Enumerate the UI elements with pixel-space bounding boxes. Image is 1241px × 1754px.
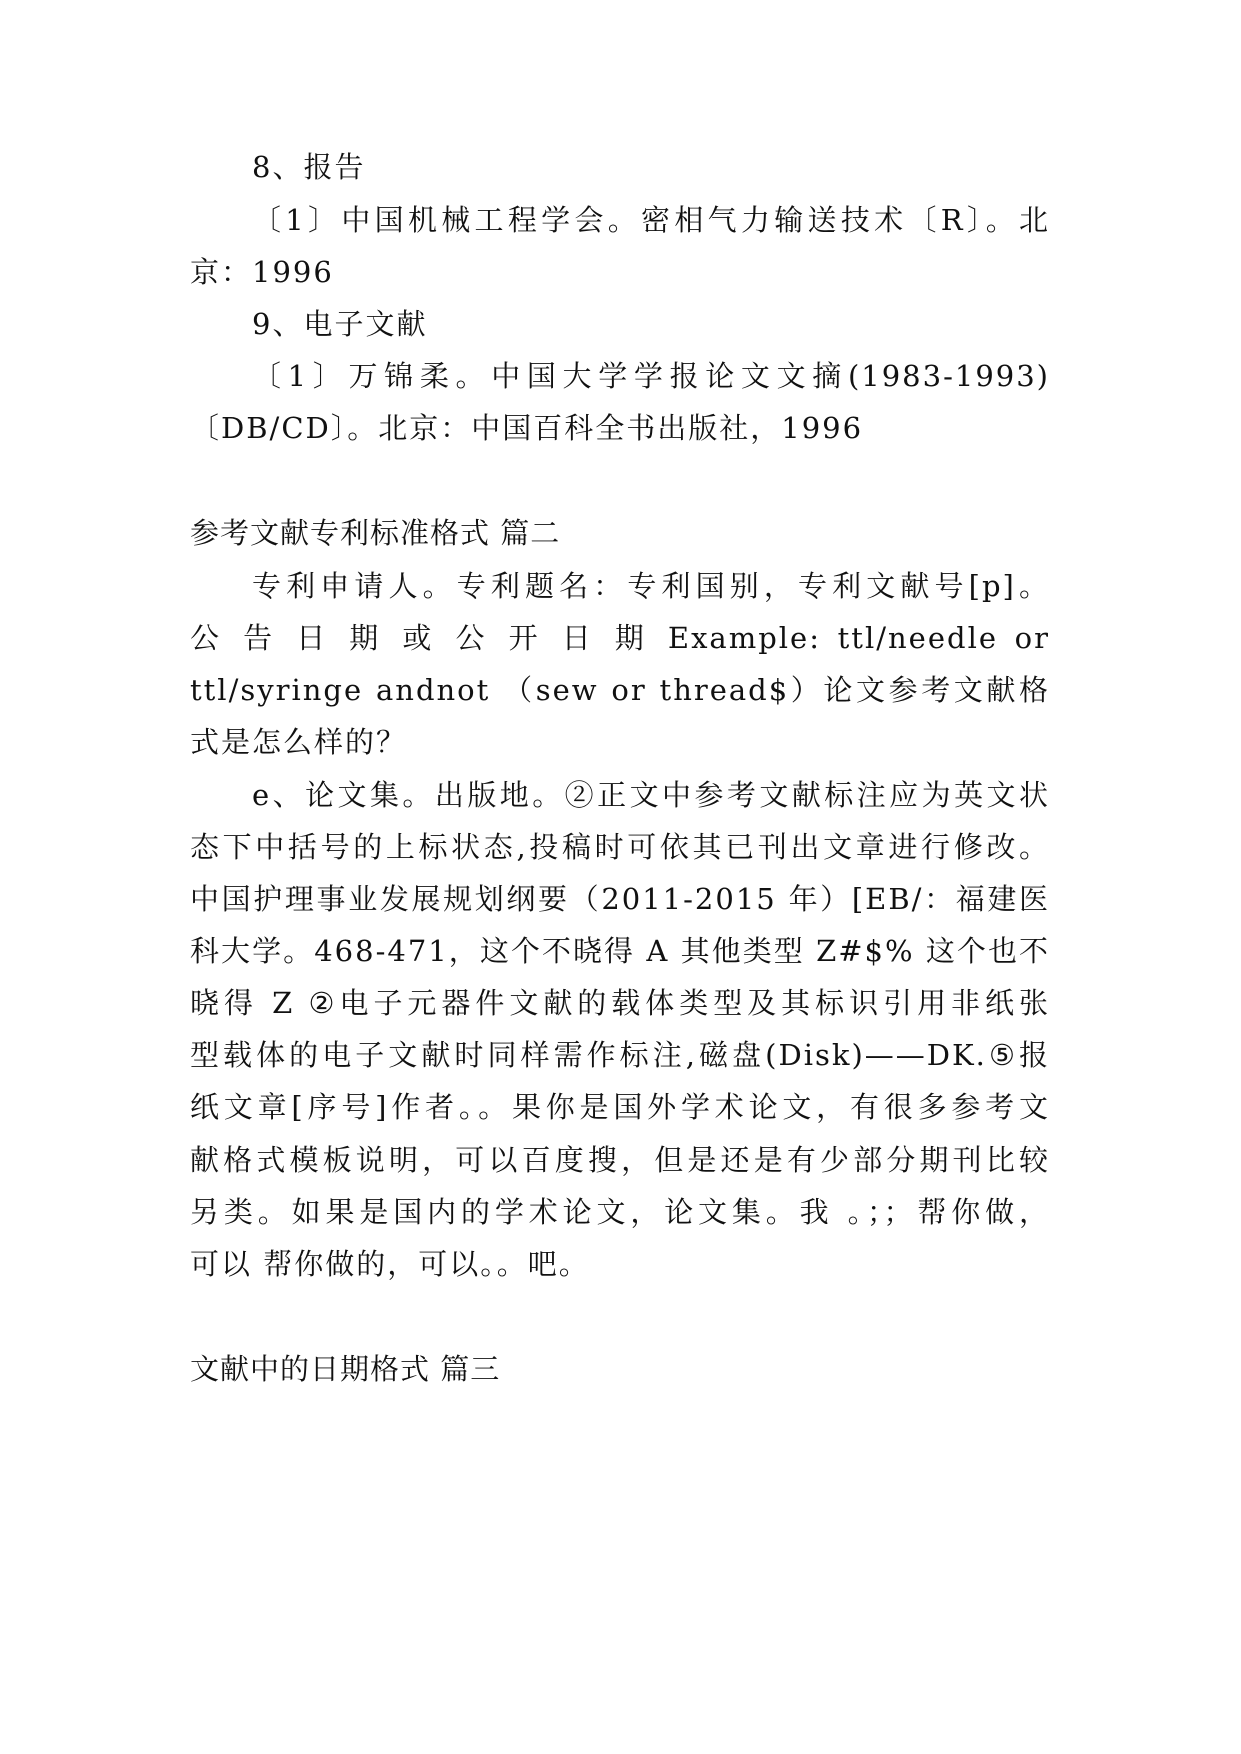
- paragraph-line: 中国护理事业发展规划纲要（2011-2015 年）[EB/：福建医: [190, 882, 1050, 916]
- section-heading-part-2: 参考文献专利标准格式 篇二: [190, 516, 561, 550]
- paragraph-line: e、论文集。出版地。②正文中参考文献标注应为英文状: [252, 778, 1050, 812]
- section-9-title: 9、电子文献: [252, 307, 428, 341]
- reference-item-line: 〔1〕万锦柔。中国大学学报论文文摘(1983-1993): [252, 359, 1050, 393]
- section-heading-part-3: 文献中的日期格式 篇三: [190, 1352, 501, 1386]
- paragraph-line: 另类。如果是国内的学术论文，论文集。我 。；；帮你做，: [190, 1195, 1050, 1229]
- reference-item-line: 京：1996: [190, 255, 334, 289]
- paragraph-line: 晓得 Z ②电子元器件文献的载体类型及其标识引用非纸张: [190, 986, 1050, 1020]
- paragraph-line: 献格式模板说明，可以百度搜，但是还是有少部分期刊比较: [190, 1143, 1050, 1177]
- paragraph-line: 纸文章[序号]作者。。果你是国外学术论文，有很多参考文: [190, 1090, 1050, 1124]
- reference-item-line: 〔1〕中国机械工程学会。密相气力输送技术〔R〕。北: [252, 203, 1050, 237]
- paragraph-line: 式是怎么样的？: [190, 725, 408, 759]
- paragraph-line: 专利申请人。专利题名：专利国别，专利文献号[p]。: [252, 569, 1050, 603]
- paragraph-line: 可以 帮你做的，可以。。吧。: [190, 1247, 590, 1281]
- paragraph-line: 型载体的电子文献时同样需作标注,磁盘(Disk)——DK.⑤报: [190, 1038, 1050, 1072]
- paragraph-line: 态下中括号的上标状态,投稿时可依其已刊出文章进行修改。: [190, 830, 1050, 864]
- paragraph-line: 公 告 日 期 或 公 开 日 期 Example: ttl/needle or: [190, 621, 1050, 655]
- reference-item-line: 〔DB/CD〕。北京：中国百科全书出版社，1996: [190, 411, 864, 445]
- paragraph-line: 科大学。468-471，这个不晓得 A 其他类型 Z#$% 这个也不: [190, 934, 1050, 968]
- section-8-title: 8、报告: [252, 150, 366, 184]
- paragraph-line: ttl/syringe andnot （sew or thread$）论文参考文献格: [190, 673, 1050, 707]
